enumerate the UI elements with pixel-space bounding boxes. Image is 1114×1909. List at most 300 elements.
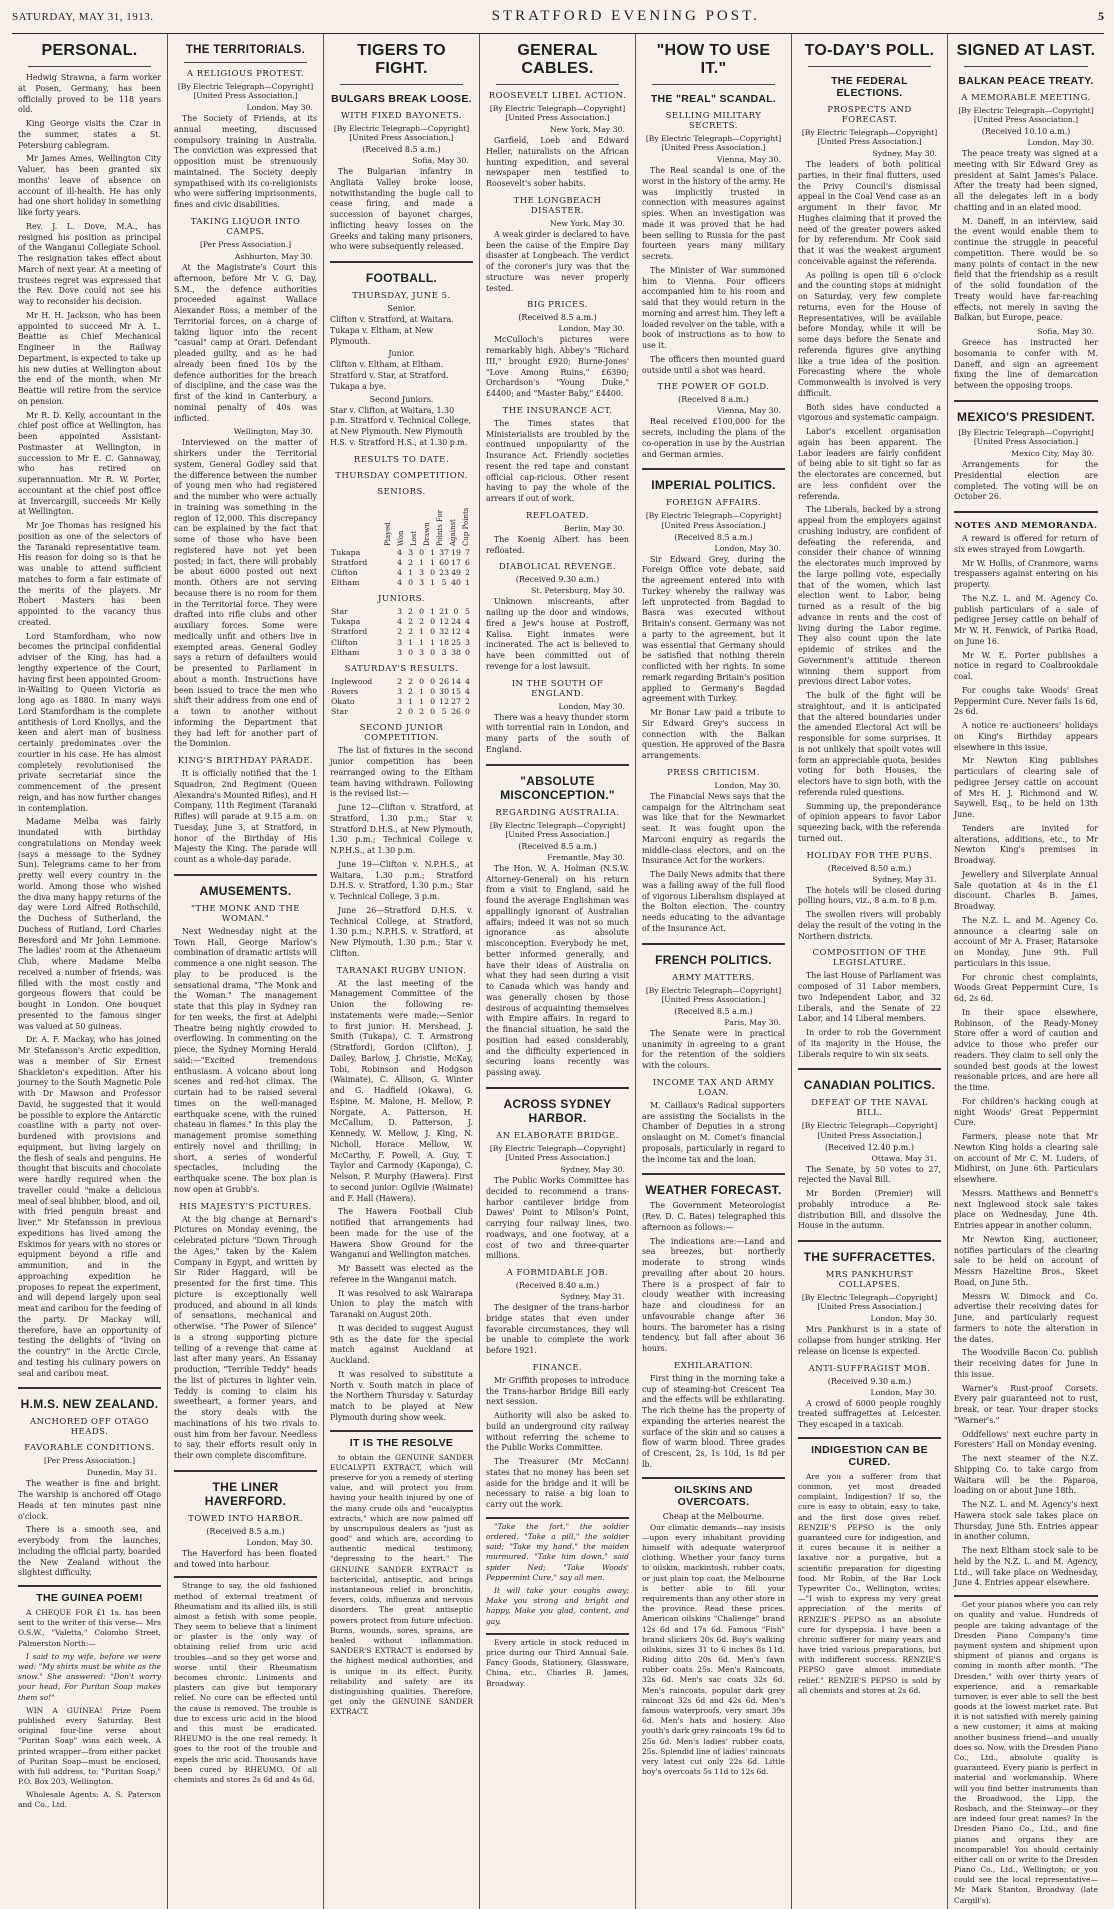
paragraph: June 12—Clifton v. Stratford, at Stratford, 1.30 p.m.; Star v. Stratford D.H.S., at New Plymouth, 1.30 p.m.; Technical College v. N.P.H.S., at 1.30 p.m. bbox=[330, 803, 473, 856]
advertisement-sander-extract bbox=[330, 1430, 473, 1718]
dateline: London, May 30. bbox=[1027, 138, 1094, 148]
paragraph: Real received £100,000 for the secrets, including the plans of the co-operation in use by the Austrian and German armies. bbox=[642, 417, 785, 459]
paragraph: The Woodville Bacon Co. publish their receiving dates for June in this issue. bbox=[954, 1348, 1098, 1379]
article-subheading: IN THE SOUTH OF ENGLAND. bbox=[511, 678, 604, 699]
score-cell: 4 bbox=[397, 557, 403, 567]
score-cell: 4 bbox=[397, 567, 403, 577]
paragraph: The Hawera Football Club notified that arrangements had been made for the use of the Hawera Show Ground for the Wanganui and Wellington matches. bbox=[330, 1207, 473, 1260]
received-time: (Received 9.30 a.m.) bbox=[515, 575, 600, 585]
wire-credit: [By Electric Telegraph—Copyright] [United Press Association.] bbox=[645, 134, 782, 153]
score-cell: 1 bbox=[408, 697, 414, 707]
paragraph: The Bulgarian infantry in Angliata Valley broke loose, notwithstanding the bugle call to cease firing, and made a succession of bayonet charges, inflicting heavy losses on the Greeks and taking many prisoners, who were subsequently released. bbox=[330, 167, 473, 252]
paragraph: King George visits the Czar in the summer, states a St. Petersburg cablegram. bbox=[18, 119, 161, 150]
divider bbox=[28, 66, 151, 67]
score-cell: 60 bbox=[439, 557, 450, 567]
paragraph: McCulloch's pictures were remarkably high. Abbey's "Richard III," brought £920; Burne-Jones' "Love Among Ruins," £6390; Orchardson's "Young Duke," £4400; and "Master Baby," £4400. bbox=[486, 335, 629, 399]
paragraph: M. Caillaux's Radical supporters are assisting the Socialists in the Chamber of Deputies in a strong onslaught on M. Comet's financial proposals, particularly in regard to the income tax and the loan. bbox=[642, 1100, 785, 1164]
paragraph: The weather is fine and bright. The warship is anchored off Otago Heads at ten minutes past nine o'clock. bbox=[18, 1479, 161, 1521]
paragraph: Hedwig Strawna, a farm worker at Posen, Germany, has been officially proved to be 118 years old. bbox=[18, 73, 161, 115]
article-subheading: THE LONGBEACH DISASTER. bbox=[513, 195, 602, 216]
paragraph: Mr Griffith proposes to introduce the Trans-harbor Bridge Bill early next session. bbox=[486, 1375, 629, 1407]
score-cell: 0 bbox=[465, 647, 470, 657]
dateline: Vienna, May 30. bbox=[716, 155, 781, 165]
wire-credit: [By Electric Telegraph—Copyright] [United Press Association.] bbox=[801, 1293, 938, 1312]
paragraph: A crowd of 6000 people roughly treated suffragettes at Leicester. They escaped in a taxicab. bbox=[798, 1398, 941, 1430]
paragraph: The list of fixtures in the second junior competition has been rearranged owing to the Eltham team having withdrawn. Following is the revised list:— bbox=[330, 746, 473, 799]
table-row bbox=[330, 607, 473, 617]
score-cell: 2 bbox=[408, 627, 414, 637]
paragraph: The officers then mounted guard outside until a shot was heard. bbox=[642, 354, 785, 375]
column-tigers bbox=[324, 34, 480, 1909]
score-cell: 3 bbox=[441, 647, 447, 657]
received-time: (Received 8.5 a.m.) bbox=[674, 1006, 753, 1016]
paragraph: Strange to say, the old fashioned method of external treatment of Rheumatism and its allied ills, is still almost a fetish with some people. They seem to believe that a liniment or plaster is the only way of obtaining relief from uric acid troubles—and so they get worse and worse until their Rheumatism becomes chronic. Liniments and plasters can give but temporary relief. No cure can be effected until the cause is removed. The trouble is due to excess uric acid in the blood and this must be eradicated. RHEUMO is the one real remedy. It goes to the root of the trouble and expels the uric acid. Thousands have been cured by RHEUMO. Of all chemists and stores 2s 6d and 4s 6d. bbox=[174, 1581, 317, 1784]
received-time: (Received 8.50 a.m.) bbox=[827, 863, 912, 873]
article-subheading: ANCHORED OFF OTAGO HEADS. bbox=[29, 1417, 150, 1438]
team-name: Eltham bbox=[331, 578, 360, 588]
wire-credit: [By Electric Telegraph—Copyright] [United Press Association.] bbox=[489, 1143, 626, 1163]
paragraph: For chronic chest complaints, Woods Great Peppermint Cure, 1s 6d, 2s 6d. bbox=[954, 972, 1098, 1004]
grade-label: Senior. bbox=[387, 304, 416, 314]
paragraph: There is a smooth sea, and everybody from the launches, including the official party, boarded the New Zealand without the slightest difficulty. bbox=[18, 1525, 162, 1578]
divider bbox=[652, 84, 775, 85]
column-heading: PERSONAL. bbox=[41, 42, 138, 59]
article-heading: WEATHER FORECAST. bbox=[645, 1183, 782, 1198]
received-time: (Received 8.40 a.m.) bbox=[515, 1281, 600, 1291]
score-cell: 32 bbox=[439, 627, 450, 637]
table-body bbox=[330, 677, 473, 718]
score-cell: 0 bbox=[408, 707, 414, 717]
score-cell: 3 bbox=[419, 647, 425, 657]
score-cell: 5 bbox=[441, 707, 447, 717]
score-cell: 26 bbox=[439, 676, 450, 686]
dateline: New York, May 30. bbox=[549, 125, 625, 135]
score-cell: 0 bbox=[430, 676, 436, 686]
dateline: Paris, May 30. bbox=[724, 1017, 781, 1027]
column-general-cables bbox=[480, 34, 636, 1909]
score-cell: 38 bbox=[451, 647, 461, 657]
score-cell: 3 bbox=[397, 697, 403, 707]
table-row bbox=[330, 627, 473, 637]
column-heading: "HOW TO USE IT." bbox=[656, 42, 771, 77]
score-cell: 2 bbox=[419, 707, 425, 717]
paragraph: Garfield, Loeb and Edward Heller, naturalists on the African hunting expedition, and several newspaper men testified to Roosevelt's sober habits. bbox=[486, 136, 629, 189]
score-cell: 3 bbox=[397, 647, 403, 657]
score-cell: 19 bbox=[451, 547, 461, 557]
article-heading: AMUSEMENTS. bbox=[199, 883, 292, 898]
issue-date: SATURDAY, MAY 31, 1913. bbox=[12, 11, 154, 23]
paragraph: There was a heavy thunder storm with torrential rain in London, and many parts of the south of England. bbox=[486, 712, 629, 754]
score-cell: 0 bbox=[430, 627, 436, 637]
advertisement-renzies-pepso bbox=[798, 1437, 941, 1696]
article-heading: IMPERIAL POLITICS. bbox=[651, 478, 776, 493]
article-subheading: SATURDAY'S RESULTS. bbox=[344, 663, 459, 674]
paragraph: The next steamer of the N.Z. Shipping Co. to take cargo from Waitara will be the Paparoa, loading on or about June 18th. bbox=[954, 1454, 1098, 1496]
score-cell: 4 bbox=[397, 578, 403, 588]
score-cell: 4 bbox=[465, 627, 470, 637]
divider bbox=[954, 511, 1098, 513]
column-heading: TIGERS TO FIGHT. bbox=[357, 42, 446, 77]
table-row bbox=[330, 578, 473, 588]
dateline: Vienna, May 30. bbox=[716, 406, 781, 416]
received-time: (Received 10.10 a.m.) bbox=[981, 127, 1071, 137]
paragraph: The Liberals, backed by a strong appeal from the employers against crushing industry, are confident of defeating the referenda, and consider their chance of winning the electorates much improved by the large polling vote, especially that of the women, which last election went to Labor, being turned as a result of the big advance in rents and the cost of living during the Labor regime. They also count upon the late epidemic of strikes and the Government's attitude thereon winning them support from previous direct Labor votes. bbox=[798, 505, 941, 687]
paragraph: Oddfellows' next euchre party in Foresters' Hall on Monday evening. bbox=[954, 1429, 1098, 1450]
paragraph: Are you a sufferer from that common, yet most dreaded complaint, Indigestion? If so, the cure is easy to obtain, easy to take, and the first dose gives relief. RENZIE'S PEPSO is the only guaranteed cure for indigestion, and it cures because it is neither a laxative nor a purgative, but a scientific preparation for digesting food. Mr Robin, of the Bar Lock Typewriter Co., Wellington, writes:—"I wish to express my very great appreciation of the merits of RENZIE'S PEPSO as an absolute cure for dyspepsia. I have been a chronic sufferer for many years and have tried various preparations, but with indifferent success. RENZIE'S PEPSO gave almost immediate relief." RENZIE'S PEPSO is sold by all chemists and stores at 2s 6d. bbox=[798, 1471, 941, 1695]
paragraph: Messrs W. Dimock and Co. advertise their receiving dates for June, and particularly request farmers to note the alteration in the dates. bbox=[954, 1291, 1098, 1344]
score-cell: 21 bbox=[439, 607, 450, 617]
paragraph: The Public Works Committee has decided to recommend a trans-harbor cantilever bridge from Dawes' Point to Milson's Point, carrying four railway lines, two roadways, and one footway, at a cost of two and three-quarter millions. bbox=[486, 1176, 629, 1261]
paragraph: As polling is open till 6 o'clock and the counting stops at midnight on Saturday, very few complete returns, even for the House of Representatives, will be available before Monday, while it will be some days before the Senate and referenda figures give anything like a true idea of the position. Forecasting where the whole Commonwealth is involved is very difficult. bbox=[798, 270, 941, 398]
paragraph: Dr. A. F. Mackay, who has joined Mr Stefansson's Arctic expedition, was a member of Sir Ernest Shackleton's expedition. After his journey to the South Magnetic Pole with Dr Mawson and Professor David, he suggested that it would be possible to explore the Antarctic coastline with a party not over-burdened with provisions and equipment, but living largely on the flesh of seals and penguins. He thought that biscuits and chocolate were hardly required when the traveller could "make a delicious meal of seal blubber, blood, and oil, with fried penguin breast and liver." Mr Stefansson in previous expeditions has lived among the Eskimos for years with no stores or equipment beyond a rifle and ammunition, and in the approaching expedition he proposes to repeat the experiment, and will depend largely upon seal meat and caribou for the feeding of the party. Dr Mackay will, therefore, have an opportunity of testing the delights of "living on the country" in the Arctic Circle, and testing his culinary powers on seal and caribou meat. bbox=[18, 1035, 161, 1378]
article-subheading: FAVORABLE CONDITIONS. bbox=[24, 1443, 155, 1454]
article-subheading: THURSDAY COMPETITION. bbox=[335, 470, 468, 481]
score-cell: 0 bbox=[408, 647, 414, 657]
article-subheading: DEFEAT OF THE NAVAL BILL. bbox=[811, 1098, 928, 1119]
dateline: London, May 30. bbox=[870, 1387, 937, 1397]
paragraph: Greece has instructed her bosomania to confer with M. Daneff, and sign an agreement fixing the line of demarcation between the opposing troops. bbox=[954, 338, 1098, 391]
dateline: Ottawa, May 31. bbox=[871, 1153, 937, 1163]
paragraph: The Times states that Ministerialists are troubled by the continued unpopularity of the Insurance Act. Friendly societies resent the red tape and constant official cap-ricious. Other resent having to pay the whole of the arrears if out of work. bbox=[486, 418, 629, 504]
table-column-headers bbox=[330, 500, 473, 546]
dateline: London, May 30. bbox=[870, 1314, 937, 1324]
score-cell: 1 bbox=[430, 637, 436, 647]
article-subheading: ANTI-SUFFRAGIST MOB. bbox=[808, 1363, 931, 1374]
article-subheading: TOWED INTO HARBOR. bbox=[188, 1513, 303, 1524]
article-heading: THE FEDERAL ELECTIONS. bbox=[831, 75, 908, 99]
score-cell: 1 bbox=[430, 557, 436, 567]
paragraph: The Minister of War summoned him to Vienna. Four officers accompanied him to his room and said that they would return in the morning and arrest him. They left a loaded revolver on the table, with a book of instructions as to how to use it. bbox=[642, 265, 785, 351]
score-cell: 30 bbox=[439, 686, 450, 696]
advertisement-melbourne bbox=[642, 1477, 785, 1778]
dateline: Ashburton, May 30. bbox=[234, 252, 313, 262]
paragraph: Authority will also be asked to build an underground city railway without referring the scheme to the Public Works Committee. bbox=[486, 1411, 629, 1453]
article-subheading: EXHILARATION. bbox=[674, 1360, 753, 1371]
dateline: Sydney, May 30. bbox=[872, 149, 937, 159]
paragraph: The Financial News says that the campaign for the Altrincham seat was like that for the Newmarket seat. It was fought upon the Marconi enquiry as regards the middle-class electors, and on the Insurance Act for the workers. bbox=[642, 791, 785, 866]
ad-heading: THE GUINEA POEM! bbox=[36, 1592, 143, 1605]
paragraph: The leaders of both political parties, in their final flutters, used the Privy Council's dismissal appeal in the Coal Vend case as an argument in their favor, Mr Hughes claiming that it proved the need of the greater powers asked for by referendum. Mr Cook said that it was the weakest argument conceivable against the referenda. bbox=[798, 160, 941, 266]
paragraph: Mr Bonar Law paid a tribute to Sir Edward Grey's success in connection with the Balkan question. He approved of the Basra arrangements. bbox=[642, 708, 785, 761]
received-time: (Received 8.5 a.m.) bbox=[518, 841, 597, 851]
divider bbox=[642, 1173, 785, 1175]
divider bbox=[18, 1387, 161, 1389]
team-name: Star bbox=[331, 607, 348, 617]
column-how-to-use-it bbox=[636, 34, 792, 1909]
article-subheading: FOREIGN AFFAIRS. bbox=[665, 498, 762, 509]
wire-credit: [By Electric Telegraph—Copyright] [United Press Association.] bbox=[489, 820, 626, 839]
score-cell: 2 bbox=[408, 686, 414, 696]
paragraph: Mr Newton King, auctioneer, notifies particulars of the clearing sale to be held on account of Messrs Hazeltine Bros., Skeet Road, on June 5th. bbox=[954, 1234, 1098, 1287]
article-subheading: PRESS CRITICISM. bbox=[667, 767, 760, 778]
paragraph: The last House of Parliament was composed of 31 Labor members, two Independent Labor, and 32 Liberals, and the Senate of 22 Labor, and 14 Liberal members. bbox=[798, 971, 941, 1024]
divider bbox=[174, 874, 317, 876]
score-cell: 3 bbox=[408, 547, 414, 557]
score-cell: 1 bbox=[419, 637, 425, 647]
juniors-table bbox=[330, 607, 473, 658]
paragraph: WIN A GUINEA! Prize Poem published every Saturday. Best original four-line verse about "Puritan Soap" wins each week. A printed wrapper—from either packet of Puritan Soap—must be enclosed, with full address, to: "Puritan Soap," P.O. Box 203, Wellington. bbox=[18, 1705, 161, 1787]
paragraph: The Government Meteorologist (Rev. D. C. Bates) telegraphed this afternoon as follows:— bbox=[642, 1201, 785, 1232]
poem: I said to my wife, before we were wed: "My shirts must be white as the snow." She answered: "Don't worry your head, For Puritan Soap makes them so!" bbox=[18, 1651, 161, 1702]
score-cell: 18 bbox=[439, 637, 450, 647]
article-heading: ACROSS SYDNEY HARBOR. bbox=[503, 1096, 612, 1125]
team-name: Stratford bbox=[331, 557, 368, 567]
score-cell: 0 bbox=[430, 697, 436, 707]
paragraph: It was resolved to ask Wairarapa Union to play the match with Taranaki on August 20th. bbox=[330, 1288, 473, 1320]
paragraph: It was decided to suggest August 9th as the date for the special match against Auckland at Auckland. bbox=[330, 1323, 473, 1366]
paragraph: It will take your coughs away; Make you strong and bright and happy, Make you glad, content, and gay. bbox=[486, 1586, 629, 1626]
paragraph: The N.Z. L. and M. Agency Co. announce a clearing sale on account of Mr A. Fraser, Ratarsoke on Monday, June 9th. Full particulars in this issue. bbox=[954, 915, 1098, 968]
paragraph: Messrs. Matthews and Bennett's next Inglewood stock sale takes place on Wednesday, June 4th. Entries appear in another column. bbox=[954, 1188, 1098, 1231]
score-cell: 12 bbox=[439, 697, 450, 707]
article-heading: THE LINER HAVERFORD. bbox=[204, 1479, 287, 1508]
paragraph: Lord Stamfordham, who now becomes the principal confidential adviser of the King, has had a lengthy experience of the Court, having first been appointed Groom-in-Waiting to Queen Victoria as long ago as 1880. In many ways Lord Stamfordham is the complete antithesis of Lord Knollys, and the keen and alert man of business certainly predominates over the courtier in his case. He has almost completely revolutionised the private secretariat since the commencement of the present reign, and has now further changes in contemplation. bbox=[18, 631, 161, 813]
column-heading: TO-DAY'S POLL. bbox=[804, 42, 935, 59]
divider bbox=[798, 1240, 941, 1242]
paragraph: Jewellery and Silverplate Annual Sale quotation at 4s in the £1 discount. Charles B. James, Broadway. bbox=[954, 869, 1098, 912]
column-header: Lost bbox=[410, 530, 418, 546]
article-subheading: ROOSEVELT LIBEL ACTION. bbox=[488, 91, 627, 101]
score-cell: 2 bbox=[397, 707, 403, 717]
score-cell: 3 bbox=[397, 607, 403, 617]
wire-credit: [By Electric Telegraph—Copyright] [United Press Association.] bbox=[489, 104, 626, 123]
masthead bbox=[12, 8, 1104, 34]
score-cell: 1 bbox=[430, 607, 436, 617]
ad-subheading: Cheap at the Melbourne. bbox=[662, 1511, 765, 1521]
dateline: Sofia, May 30. bbox=[412, 156, 469, 166]
paragraph: Unknown miscreants, after nailing up the door and windows, fired a Jew's house at Postroff, Kalisa. Eight inmates were incinerated. The act is believed to have been committed out of revenge for a lost lawsuit. bbox=[486, 597, 629, 671]
score-cell: 1 bbox=[419, 557, 425, 567]
article-subheading: JUNIORS. bbox=[378, 594, 425, 605]
paragraph: "Take the fort," the soldier ordered. "Take a pill," the soldier said; "Take my hand," the maiden murmured. "Take him down," said spider Ned; "Take Woods' Peppermint Cure," say all men. bbox=[486, 1521, 629, 1582]
wire-credit: [By Electric Telegraph—Copyright] [United Press Association.] bbox=[801, 128, 938, 147]
divider bbox=[340, 84, 463, 85]
ad-heading: OILSKINS AND OVERCOATS. bbox=[674, 1483, 753, 1508]
score-cell: 6 bbox=[465, 557, 470, 567]
score-cell: 37 bbox=[439, 547, 450, 557]
article-heading: "ABSOLUTE MISCONCEPTION." bbox=[500, 773, 615, 802]
team-name: Star bbox=[331, 707, 348, 717]
score-cell: 2 bbox=[465, 567, 470, 577]
score-cell: 1 bbox=[430, 547, 436, 557]
score-cell: 25 bbox=[451, 637, 461, 647]
paragraph: The N.Z. L. and M. Agency's next Hawera stock sale takes place on Thursday, June 5th. Entries appear in another column. bbox=[954, 1500, 1098, 1542]
score-cell: 14 bbox=[451, 676, 461, 686]
received-time: (Received 8.5 a.m.) bbox=[674, 532, 753, 542]
dateline: Sydney, May 30. bbox=[560, 1165, 625, 1175]
table-row bbox=[330, 638, 473, 648]
article-subheading: A RELIGIOUS PROTEST. bbox=[186, 69, 305, 79]
paragraph: Mr Bassett was elected as the referee in the Wanganui match. bbox=[330, 1264, 473, 1284]
column-todays-poll bbox=[792, 34, 948, 1909]
divider bbox=[954, 400, 1098, 402]
score-cell: 1 bbox=[419, 627, 425, 637]
paragraph: Madame Melba was fairly inundated with birthday congratulations on Monday week (says a message to the Sydney Sun). Telegrams came to her from pretty well every country in the world. Among those who wished the diva many happy returns of the day were Lord Alfred Rothschild, the Duchess of Sutherland, the Duchess of Rutland, Lord Charles Beresford and Mr John Lemmone. The ladies' room at the Athenaeum Club, where Madame Melba received a number of friends, was filled with the most costly and gorgeous flowers that could be bought in London. One bouquet presented to the famous singer was valued at 50 guineas. bbox=[18, 817, 161, 1031]
wire-credit: [By Electric Telegraph—Copyright] [United Press Association.] bbox=[177, 82, 314, 101]
divider bbox=[798, 1068, 941, 1070]
article-subheading: DIABOLICAL REVENGE. bbox=[498, 562, 617, 573]
advertisement-rheumo bbox=[174, 1576, 317, 1785]
score-cell: 5 bbox=[441, 578, 447, 588]
paragraph: Next Wednesday night at the Town Hall, George Marlow's combination of dramatic artists will commence a one night season. The play to be produced is the sensational drama, "The Monk and the Woman." The management state that this play in Sydney ran for ten weeks, the first at Adelphi Theatre being nightly crowded to overflowing. In commenting on the piece, the Sydney Morning Herald said:—"Excited tremendous enthusiasm. A volcano about long scenes and red-hot climax. The curtain had to be raised several times on the well-managed earthquake scene, with the ruined chateau in flames." In this play the management promise something entirely novel and thrilling; in short, a series of wonderful spectacles, including the earthquake scene. The box plan is now open at Grubb's. bbox=[174, 926, 317, 1194]
paragraph: The next Eltham stock sale to be held by the N.Z. L. and M. Agency, Ltd., will take place on Wednesday, June 4. Entries appear elsewhere. bbox=[954, 1546, 1098, 1588]
score-cell: 2 bbox=[408, 676, 414, 686]
divider bbox=[184, 62, 307, 63]
score-cell: 0 bbox=[465, 707, 470, 717]
received-time: (Received 12.40 p.m.) bbox=[825, 1142, 914, 1152]
article-subheading: REGARDING AUSTRALIA. bbox=[495, 807, 620, 818]
article-subheading: HOLIDAY FOR THE PUBS. bbox=[806, 850, 933, 861]
score-cell: 17 bbox=[451, 557, 461, 567]
article-subheading: "THE MONK AND THE WOMAN." bbox=[191, 903, 300, 924]
score-cell: 1 bbox=[419, 686, 425, 696]
score-cell: 24 bbox=[451, 617, 461, 627]
wire-credit: [By Electric Telegraph—Copyright] [United Press Association.] bbox=[958, 106, 1094, 125]
team-name: Clifton bbox=[331, 567, 358, 577]
ad-heading: IT IS THE RESOLVE bbox=[349, 1436, 454, 1449]
score-cell: 12 bbox=[451, 627, 461, 637]
team-name: Clifton bbox=[331, 637, 358, 647]
score-cell: 27 bbox=[451, 697, 461, 707]
score-cell: 4 bbox=[465, 686, 470, 696]
score-cell: 7 bbox=[465, 547, 470, 557]
paragraph: A reward is offered for return of six ewes strayed from Lowgarth. bbox=[954, 534, 1098, 554]
score-cell: 0 bbox=[430, 686, 436, 696]
article-subheading: FINANCE. bbox=[532, 1362, 583, 1373]
paragraph: Our climatic demands—nay insists—upon every inhabitant providing himself with adequate waterproof clothing. Whether your fancy turns to oilskin, mackintosh, rubber coats, or just plain top coat, the Melbourne is better able to fill your requirements than any other store in the province. Read these prices. American oilskins "Challenge" brand 12s 6d and 17s 6d. Famous "Fish" brand slickers 20s 6d. Boy's walking oilskins, sizes 31 to 6 inches 8s 11d. Riding ditto 20s 6d. Men's fawn rubber coats 25s. Men's Raincoats, 32s 6d. Men's sac coats 32s 6d. Men's raincoats, popular dark grey raincoat 32s 6d and 42s 6d. Men's famous waterproofs, very smart 39s 6d. Men's hats and hosiery. Also youth's dark grey raincoats 19s 6d to 25s 6d. Men's ladies' rubber coats, 25s. Splendid line of ladies' raincoats very latest cut only 22s 6d. Little boy's overcoats 5s 11d to 12s 6d. bbox=[642, 1522, 785, 1777]
dateline: London, May 30. bbox=[246, 1537, 313, 1547]
column-territorials bbox=[168, 34, 324, 1909]
dateline: London, May 30. bbox=[714, 543, 781, 553]
score-cell: 2 bbox=[465, 697, 470, 707]
article-subheading: A FORMIDABLE JOB. bbox=[506, 1268, 609, 1279]
paragraph: A weak girder is declared to have been the cause of the Empire Day disaster at Longbeach. The verdict of the coroner's jury was that the structure was never properly tested. bbox=[486, 229, 629, 293]
paragraph: The Real scandal is one of the worst in the history of the army. He was implicitly trusted in connection with measures against spies. When an investigation was made it was proved that he had been selling to Russia for the past fourteen years many military secrets. bbox=[642, 166, 785, 262]
wire-credit: [Per Press Association.] bbox=[43, 1456, 136, 1466]
wire-credit: [By Electric Telegraph—Copyright] [United Press Association.] bbox=[333, 124, 470, 143]
wire-credit: [By Electric Telegraph—Copyright] [United Press Association.] bbox=[645, 511, 782, 530]
article-heading: FOOTBALL. bbox=[365, 271, 438, 286]
seniors-table bbox=[330, 548, 473, 589]
score-cell: 2 bbox=[408, 557, 414, 567]
team-name: Okato bbox=[331, 697, 355, 707]
paragraph: The designer of the trans-harbor bridge states that even under favorable circumstances, they will be unable to complete the work before 1921. bbox=[486, 1303, 629, 1356]
score-cell: 1 bbox=[419, 697, 425, 707]
score-cell: 2 bbox=[408, 617, 414, 627]
article-subheading: TARANAKI RUGBY UNION. bbox=[336, 965, 467, 976]
paragraph: Mr W. E. Porter publishes a notice in regard to Coalbrookdale coal. bbox=[954, 650, 1098, 682]
paragraph: M. Daneff, in an interview, said the event would enable them to continue the struggle in peaceful competition. There would be so many points of contact in the new field that the friendship as a result of the solid foundation of the Treaty would have far-reaching effects, not merely in saving the Balkan, but Europe, peace. bbox=[954, 216, 1098, 323]
article-heading: MEXICO'S PRESIDENT. bbox=[957, 409, 1095, 424]
score-cell: 3 bbox=[397, 637, 403, 647]
dateline: Wellington, May 30. bbox=[233, 427, 313, 437]
dateline: Dunedin, May 31. bbox=[86, 1468, 157, 1478]
newspaper-title: STRATFORD EVENING POST. bbox=[491, 8, 760, 24]
score-cell: 1 bbox=[408, 567, 414, 577]
score-cell: 0 bbox=[453, 607, 459, 617]
paragraph: Labor's excellent organisation again has been apparent. The Labor leaders are fairly confident of being able to sit tight so far as the electorates are concerned, but are less confident over the referenda. bbox=[798, 427, 941, 501]
article-subheading: HIS MAJESTY'S PICTURES. bbox=[179, 1201, 312, 1212]
paragraph: It was resolved to substitute a North v. South match in place of the Northern Thursday v. Saturday match to be played at New Plymouth during show week. bbox=[330, 1369, 473, 1422]
saturday-table bbox=[330, 677, 473, 718]
paragraph: The swollen rivers will probably delay the result of the voting in the Northern districts. bbox=[798, 910, 941, 941]
column-heading: SIGNED AT LAST. bbox=[956, 42, 1096, 59]
divider bbox=[486, 764, 629, 766]
article-subheading: WITH FIXED BAYONETS. bbox=[340, 111, 463, 121]
score-cell: 0 bbox=[419, 676, 425, 686]
table-body bbox=[330, 548, 473, 589]
article-subheading: MRS PANKHURST COLLAPSES. bbox=[825, 1270, 914, 1291]
score-cell: 3 bbox=[397, 686, 403, 696]
received-time: (Received 9.30 a.m.) bbox=[827, 1376, 912, 1386]
score-cell: 1 bbox=[408, 637, 414, 647]
paragraph: First thing in the morning take a cup of steaming-hot Crescent Tea and the effects will be exhilarating. The rich theine has the property of expanding the arteries nearest the surface of the skin and so causes a flow of warm blood. Three grades of Crescent, 2s, 1s 10d, 1s 8d per lb. bbox=[642, 1373, 785, 1469]
page-number: 5 bbox=[1097, 9, 1104, 23]
article-heading: FRENCH POLITICS. bbox=[655, 952, 772, 967]
paragraph: The hotels will be closed during polling hours, viz., 8 a.m. to 8 p.m. bbox=[798, 885, 941, 906]
paragraph: Rev. J. L. Dove, M.A., has resigned his position as principal of the Wanganui Collegiate School. The resignation takes effect about March of next year. At a meeting of trustees regret was expressed that the Rev. Dove could not see his way to reconsider his decision. bbox=[18, 221, 161, 306]
score-cell: 0 bbox=[408, 578, 414, 588]
table-row bbox=[330, 617, 473, 627]
paragraph: Mrs Pankhurst is in a state of collapse from hunger striking. Her release on license is expected. bbox=[798, 1325, 941, 1356]
advertisement-woods-peppermint bbox=[486, 1517, 629, 1627]
article-subheading: AN ELABORATE BRIDGE. bbox=[496, 1130, 619, 1141]
score-cell: 15 bbox=[451, 686, 461, 696]
column-header: Drawn bbox=[423, 522, 431, 546]
table-row bbox=[330, 697, 473, 707]
table-row bbox=[330, 677, 473, 687]
paragraph: At the Magistrate's Court this afternoon, before Mr V. G. Day, S.M., the defence authorities proceeded against Wallace Alexander Ross, a member of the Territorial forces, on a charge of taking liquor into the recent "casual" camp at Orari. Defendant pleaded guilty, and as he had already been fined 10s by the defence authorities for the breach of discipline, and the case was the first of the kind in Canterbury, a nominal penalty of 40s was inflicted. bbox=[174, 263, 317, 423]
column-heading: THE TERRITORIALS. bbox=[185, 44, 306, 56]
fixture-list: Star v. Clifton, at Waitara, 1.30 p.m. Stratford v. Technical College, at New Plymouth. New Plymouth H.S. v. Stratford H.S., at 1.30 p.m. bbox=[330, 405, 472, 447]
paragraph: A CHEQUE FOR £1 1s. has been sent to the writer of this verse— Mrs O.S.W., "Valetta," Colombo Street, Palmerston North:— bbox=[18, 1608, 161, 1648]
grade-label: Second Juniors. bbox=[369, 394, 434, 404]
paragraph: Get your pianos where you can rely on quality and value. Hundreds of people are taking advantage of the Dresden Piano Company's time payment system and shipment upon shipment of pianos and organs is coming in month after month. "The Dresden," with over thirty years of experience, and a remarkable turnover, is ever able to sell the best goods at the lowest market rate. But it is not satisfied with merely gaining a new customer; it aims at making another business friend—and usually does so. Now, with the Dresden Piano Co., Ltd., absolute quality is guaranteed. Every piano is perfect in material and workmanship. Where will you find better instruments than the Broadwood, the Lipp, the Rosbach, and the Steinway—or they are indeed four great names? In the Dresden Piano Co., Ltd., and fine pianos and organs they are incomparable! You should certainly either call on or write to the Dresden Piano Co., Ltd., Wellington; or you could see the local representative—Mr Mark Stanton, Broadway (late Cargill's). bbox=[954, 1600, 1098, 1905]
article-heading: THE "REAL" SCANDAL. bbox=[650, 93, 777, 105]
paragraph: Summing up, the preponderance of opinion appears to favor Labor squeezing back, with the referenda turned out. bbox=[798, 801, 941, 843]
paragraph: The Koenig Albert has been refloated. bbox=[486, 534, 629, 555]
paragraph: The N.Z. L. and M. Agency Co. publish particulars of a sale of pedigree Jersey cattle on behalf of Mr W. H. Fenwick, of Parika Road, on June 16. bbox=[954, 593, 1098, 646]
paragraph: Mr H. H. Jackson, who has been appointed to succeed Mr A. L. Beattie as Chief Mechanical Engineer in the Railway Department, is expected to take up his new duties at Wellington about the end of the month, when Mr Beattie will retire from the service on pension. bbox=[18, 310, 161, 406]
article-subheading: REFLOATED. bbox=[526, 510, 589, 521]
article-subheading: KING'S BIRTHDAY PARADE. bbox=[177, 756, 314, 767]
paragraph: The peace treaty was signed at a meeting with Sir Edward Grey as president at Saint James's Palace. After the treaty had been signed, all the delegates left in a body chatting and in an elated mood. bbox=[954, 149, 1098, 212]
score-cell: 0 bbox=[430, 647, 436, 657]
paragraph: Mr R. D. Kelly, accountant in the chief post office at Wellington, has been appointed Assistant-Postmaster at Wellington, in succession to Mr E. C. Gannaway, who has retired on superannuation. Mr R. W. Porter, accountant at the chief post office at Invercargill, succeeds Mr Kelly at Wellington. bbox=[18, 410, 161, 517]
wire-credit: [By Electric Telegraph—Copyright] [United Press Association.] bbox=[801, 1121, 938, 1140]
paragraph: The indications are:—Land and sea breezes, but northerly moderate to strong winds prevailing after about 20 hours. There is a prospect of fair to cloudy weather with increasing haze and cloudiness for an unfavourable change after 36 hours. The barometer has a rising tendency, but fall after about 36 hours. bbox=[642, 1236, 785, 1354]
paragraph: A notice re auctioneers' holidays on King's Birthday appears elsewhere in this issue. bbox=[954, 721, 1098, 752]
score-cell: 0 bbox=[419, 607, 425, 617]
paragraph: In order to rob the Government of its majority in the House, the Liberals require to win six seats. bbox=[798, 1028, 941, 1059]
divider bbox=[642, 468, 785, 470]
paragraph: At the last meeting of the Management Committee of the Union the following re-instatements were made:—Senior to first junior: H. Mershead, J. Smith (Tukapa), C. T. Armstrong (Stratford), Gordon (Clifton), J. Dailey, Barlow, J. Christie, McKay, Tobi, Robinson and Hodgson (Waimate), C. Allison, G. Winter and G. Hadfield (Okawa), G. Espine, M. Malone, H. Mellow, P. Norgate, A. Patterson, H. McCallum, D. Patterson, J. Kennedy, W. Mellow, J. King, N. Nicholl, Horace Mellow, W. McCarthy, F. Powell, A. Guy, T. Taylor and Carmody (Kaponga), C. Nelson, P. Murphy (Hawera). First to second junior: Ogilvie (Waimate) and F. Hall (Hawera). bbox=[330, 978, 473, 1203]
score-cell: 4 bbox=[397, 617, 403, 627]
article-subheading: ARMY MATTERS. bbox=[672, 972, 755, 983]
fixture-date: THURSDAY, JUNE 5. bbox=[352, 291, 451, 302]
score-cell: 3 bbox=[419, 578, 425, 588]
column-signed-at-last bbox=[948, 34, 1104, 1909]
score-cell: 3 bbox=[419, 567, 425, 577]
wire-credit: [Per Press Association.] bbox=[199, 239, 292, 249]
paragraph: The bulk of the fight will be straightout, and it is anticipated that the altered boundaries under the amended Electoral Act will be responsible for some surprises. It is not unlikely that spoilt votes will form an appreciable quota, besides voting for both Houses, the electors have to sign both, with the referenda ruled questions. bbox=[798, 691, 941, 797]
paragraph: Mr Joe Thomas has resigned his position as one of the selectors of the Taranaki representative team. His reason for doing so is that he was unable to attend sufficient matches to form a fair estimate of the merits of the players. Mr Robert Masters has been appointed to the vacancy thus created. bbox=[18, 521, 161, 627]
grade-label: Junior. bbox=[388, 349, 415, 359]
received-time: (Received 8 a.m.) bbox=[678, 395, 749, 405]
score-cell: 49 bbox=[451, 567, 461, 577]
article-subheading: THE POWER OF GOLD. bbox=[657, 382, 770, 393]
article-heading: NOTES AND MEMORANDA. bbox=[954, 521, 1098, 532]
